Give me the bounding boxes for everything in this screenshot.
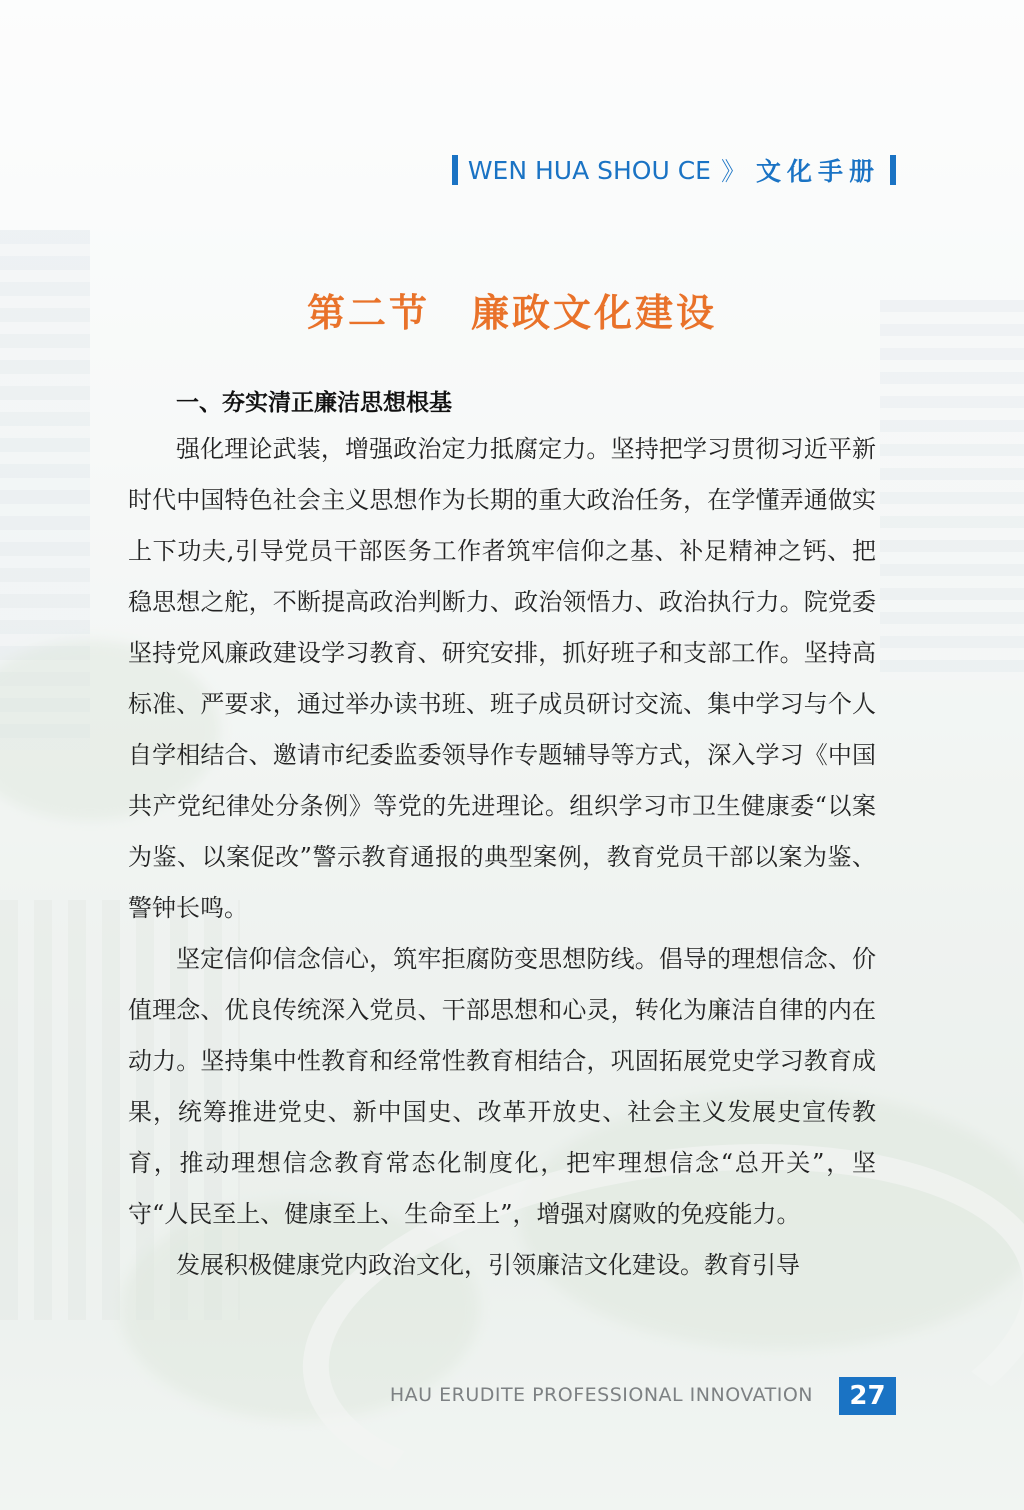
header-chinese-text: 文化手册 bbox=[755, 157, 880, 186]
paragraph-3: 发展积极健康党内政治文化，引领廉洁文化建设。教育引导 bbox=[176, 1251, 800, 1279]
paragraph-1: 强化理论武装，增强政治定力抵腐定力。坚持把学习贯彻习近平新时代中国特色社会主义思想作为长期的重大政治任务，在学懂弄通做实上下功夫,引导党员干部医务工作者筑牢信仰之基、补足精神之钙、把稳思想之舵，不断提高政治判断力、政治领悟力、政治执行力。院党委坚持党风廉政建设学习教育、研究安排，抓好班子和支部工作。坚持高标准、严要求，通过举办读书班、班子成员研讨交流、集中学习与个人自学相结合、邀请市纪委监委领导作专题辅导等方式，深入学习《中国共产党纪律处分条例》等党的先进理论。组织学习市卫生健康委“以案为鉴、以案促改”警示教育通报的典型案例，教育党员干部以案为鉴、警钟长鸣。 bbox=[128, 435, 876, 922]
body-text bbox=[128, 382, 876, 1291]
header-right-bar bbox=[890, 155, 896, 185]
section-title: 第二节 廉政文化建设 bbox=[306, 291, 717, 335]
header-english-text: WEN HUA SHOU CE bbox=[467, 155, 711, 185]
header-left-bar bbox=[452, 155, 458, 185]
paragraph-2: 坚定信仰信念信心，筑牢拒腐防变思想防线。倡导的理想信念、价值理念、优良传统深入党员、干部思想和心灵，转化为廉洁自律的内在动力。坚持集中性教育和经常性教育相结合，巩固拓展党史学习教育成果，统筹推进党史、新中国史、改革开放史、社会主义发展史宣传教育，推动理想信念教育常态化制度化，把牢理想信念“总开关”，坚守“人民至上、健康至上、生命至上”，增强对腐败的免疫能力。 bbox=[128, 945, 876, 1228]
footer-text: HAU ERUDITE PROFESSIONAL INNOVATION bbox=[389, 1384, 813, 1406]
page-number: 27 bbox=[839, 1377, 896, 1415]
running-header bbox=[452, 152, 896, 188]
header-separator: 》 bbox=[720, 157, 746, 186]
subheading: 一、夯实清正廉洁思想根基 bbox=[176, 390, 452, 416]
